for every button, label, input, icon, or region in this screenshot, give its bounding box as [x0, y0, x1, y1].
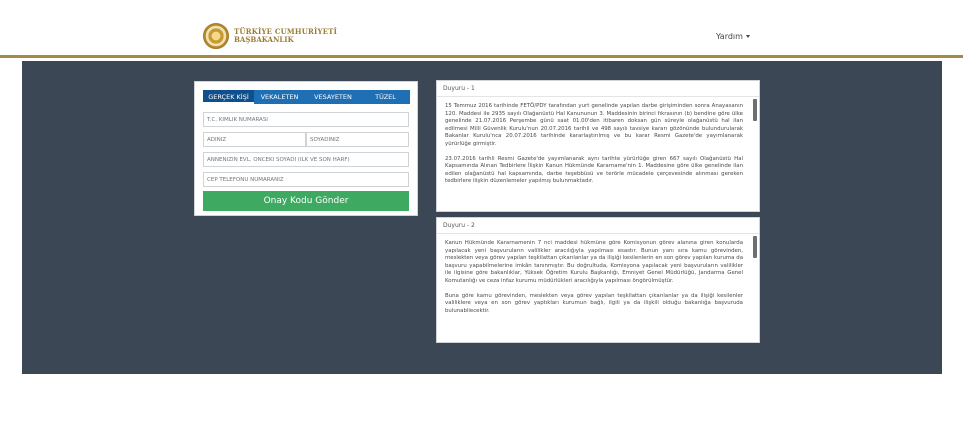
announcement-2 [436, 217, 760, 343]
tab-gercek-kisi[interactable]: GERÇEK KİŞİ [203, 90, 254, 104]
tab-vesayeten[interactable]: VESAYETEN [314, 93, 352, 101]
announcement-paragraph: 15 Temmuz 2016 tarihinde FETÖ/PDY tarafından yurt genelinde yapılan darbe girişiminden sonra Anayasanın 120. Maddesi ile 2935 sayılı Olağanüstü Hal Kanununun 3. Maddesinin birinci fıkrasının (b) bendine göre ülke genelinde 21.07.2016 Perşembe günü saat 01.00'den itibaren doksan gün süreyle olağanüstü hal ilan edilmesi Milli Güvenlik Kurulu'nun 20.07.2016 tarihli ve 498 sayılı tavsiye kararı gözönünde bulundurularak Bakanlar Kurulu'nca 20.07.2016 tarihinde kararlaştırılmış ve bu karar Resmi Gazete'de yayımlanarak yürürlüğe girmiştir. [445, 103, 743, 147]
login-form [194, 81, 418, 216]
announcement-1 [436, 80, 760, 212]
announcement-paragraph: Kanun Hükmünde Kararnamenin 7 nci maddesi hükmüne göre Komisyonun görev alanına giren konularda yapılacak yeni başvuruların valilikler aracılığıyla yapılması esastır. Bunun yanı sıra kamu görevinden, meslekten veya görev yapılan teşkilattan çıkarılanlar ya da ilişiği kesilenlerin en son görev yapılan kuruma da başvuru yapabilmelerine imkân tanınmıştır. Bu doğrultuda, Komisyona yapılacak yeni başvuruların valilikler ile ilgisine göre bakanlıklar, Yüksek Öğretim Kurulu Başkanlığı, Emniyet Genel Müdürlüğü, Jandarma Genel Komutanlığı ve ceza infaz kurumu müdürlükleri aracılığıyla yapılması öngörülmüştür. [445, 240, 743, 284]
mother-maiden-input[interactable] [203, 152, 409, 167]
announcement-body[interactable] [437, 99, 751, 211]
announcement-paragraph: 23.07.2016 tarihli Resmi Gazete'de yayımlanarak aynı tarihte yürürlüğe giren 667 sayılı Olağanüstü Hal Kapsamında Alınan Tedbirlere İlişkin Kanun Hükmünde Kararname'nin 1. Maddesine göre ülke genelinde ilan edilen olağanüstü hal kapsamında, darbe teşebbüsü ve terörle mücadele çerçevesinde alınması gereken tedbirlere ilişkin düzenlemeler yapılmış bulunmaktadır. [445, 155, 743, 185]
tab-tuzel[interactable]: TÜZEL [375, 93, 396, 101]
scrollbar-thumb[interactable] [753, 99, 757, 121]
help-label: Yardım [716, 32, 743, 41]
phone-input[interactable] [203, 172, 409, 187]
logo-line-1: TÜRKİYE CUMHURİYETİ [234, 27, 338, 36]
logo-text [234, 28, 337, 44]
send-code-button[interactable]: Onay Kodu Gönder [203, 191, 409, 211]
scrollbar-thumb[interactable] [753, 236, 757, 258]
announcement-title: Duyuru - 1 [437, 81, 759, 97]
state-seal-icon [203, 23, 229, 49]
surname-input[interactable] [306, 132, 409, 147]
name-input[interactable] [203, 132, 306, 147]
help-menu[interactable] [716, 32, 750, 41]
caret-down-icon [746, 35, 750, 38]
tab-vekaleten[interactable]: VEKALETEN [260, 93, 299, 101]
announcement-paragraph: Buna göre kamu görevinden, meslekten veya görev yapılan teşkilattan çıkarılanlar ya da ilişiği kesilenler valiliklere veya en son görev yaptıkları kurumun bağlı, ilgili ya da ilişkili olduğu bakanlığa başvuruda bulunabilecektir. [445, 292, 743, 314]
header [0, 0, 963, 58]
announcement-title: Duyuru - 2 [437, 218, 759, 234]
tc-kimlik-input[interactable] [203, 112, 409, 127]
logo-line-2: BAŞBAKANLIK [234, 35, 294, 44]
announcement-body[interactable] [437, 236, 751, 342]
logo[interactable] [203, 23, 337, 49]
applicant-type-tabs [203, 90, 410, 104]
